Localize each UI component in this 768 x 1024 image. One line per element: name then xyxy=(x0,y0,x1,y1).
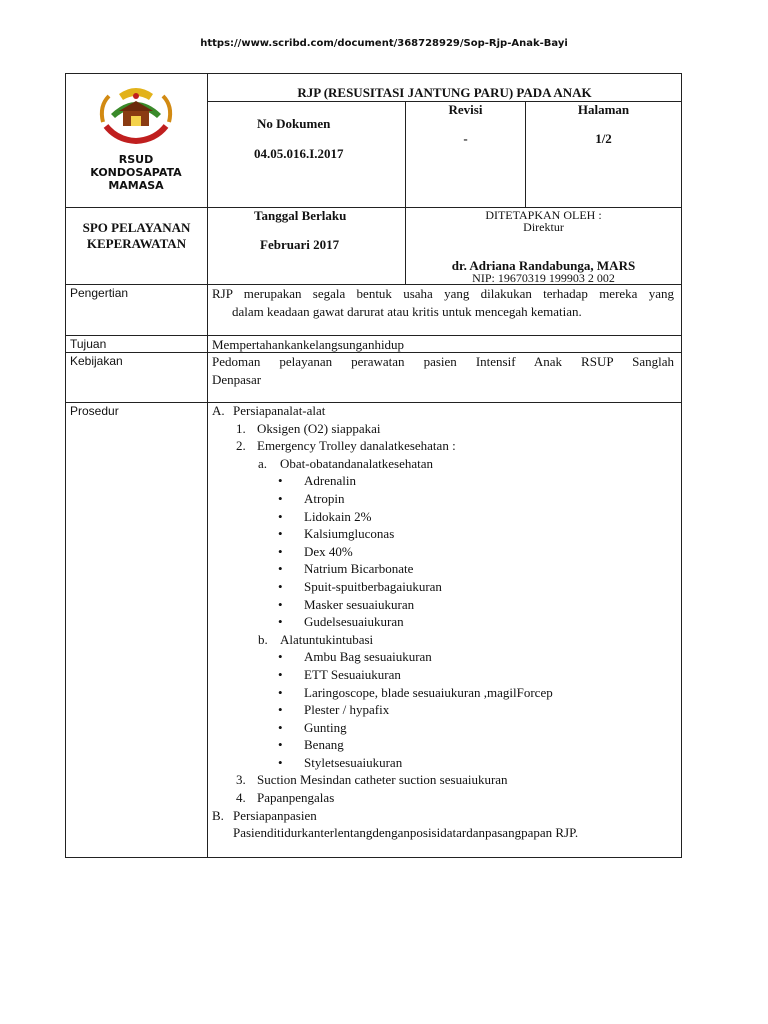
pengertian-line: dalam keadaan gawat darurat atau kritis untuk mencegah kematian. xyxy=(232,303,582,319)
list-item: • Masker sesuaiukuran xyxy=(304,596,677,614)
list-item: • Benang xyxy=(304,736,677,754)
section-b xyxy=(212,807,677,825)
item-a2a-text: Obat-obatandanalatkesehatan xyxy=(280,455,434,471)
item-a2-marker: 2. xyxy=(236,438,246,454)
signer-name: dr. Adriana Randabunga, MARS xyxy=(451,258,636,273)
item-a1 xyxy=(212,420,677,438)
list-item: • Gudelsesuaiukuran xyxy=(304,613,677,631)
kebijakan-label: Kebijakan xyxy=(70,354,123,368)
item-a2a xyxy=(212,455,677,473)
item-a1-text: Oksigen (O2) siappakai xyxy=(257,420,381,436)
hospital-logo xyxy=(95,84,177,146)
pengertian-label: Pengertian xyxy=(70,286,129,300)
item-a2-text: Emergency Trolley danalatkesehatan : xyxy=(257,438,456,454)
halaman-value: 1/2 xyxy=(595,131,612,146)
list-item: • ETT Sesuaiukuran xyxy=(304,666,677,684)
item-a4-marker: 4. xyxy=(236,790,246,806)
list-item: • Dex 40% xyxy=(304,543,677,561)
institution-line: RSUD xyxy=(118,153,154,166)
item-a2b-text: Alatuntukintubasi xyxy=(280,631,374,647)
list-item: • Natrium Bicarbonate xyxy=(304,560,677,578)
revisi-label: Revisi xyxy=(448,102,483,117)
kebijakan-line: Pedoman pelayanan perawatan pasien Intensif Anak RSUP Sanglah xyxy=(212,354,674,369)
item-a4-text: Papanpengalas xyxy=(257,790,335,806)
spo-label xyxy=(66,220,207,252)
pengertian-line: RJP merupakan segala bentuk usaha yang dilakukan terhadap mereka yang xyxy=(212,286,674,301)
section-a-marker: A. xyxy=(212,403,225,418)
item-a1-marker: 1. xyxy=(236,420,246,436)
list-item: • Lidokain 2% xyxy=(304,508,677,526)
item-a2a-marker: a. xyxy=(258,455,268,471)
kebijakan-line: Denpasar xyxy=(212,371,262,387)
tujuan-text: Mempertahankankelangsunganhidup xyxy=(212,337,405,352)
list-item: • Spuit-spuitberbagaiukuran xyxy=(304,578,677,596)
tanggal-value: Februari 2017 xyxy=(260,237,340,252)
intubasi-list xyxy=(212,648,677,771)
spo-label-line: SPO PELAYANAN xyxy=(82,220,191,235)
section-b-text-line: Pasienditidurkanterlentangdenganposisidatardanpasangpapan RJP. xyxy=(233,825,579,841)
item-a2b-marker: b. xyxy=(258,631,268,647)
list-item: • Gunting xyxy=(304,719,677,737)
section-b-marker: B. xyxy=(212,807,224,823)
item-a3-text: Suction Mesindan catheter suction sesuaiukuran xyxy=(257,772,508,788)
ditetapkan-label: DITETAPKAN OLEH : xyxy=(485,208,602,222)
list-item: • Adrenalin xyxy=(304,472,677,490)
no-dokumen-value: 04.05.016.I.2017 xyxy=(254,146,344,161)
document-title: RJP (RESUSITASI JANTUNG PARU) PADA ANAK xyxy=(297,85,592,100)
list-item: • Plester / hypafix xyxy=(304,701,677,719)
halaman-label: Halaman xyxy=(577,102,630,117)
institution-line: MAMASA xyxy=(108,179,164,192)
section-a-text: Persiapanalat-alat xyxy=(233,403,326,418)
list-item: • Styletsesuaiukuran xyxy=(304,754,677,772)
item-a4 xyxy=(212,789,677,807)
item-a2 xyxy=(212,437,677,455)
tujuan-label: Tujuan xyxy=(70,337,107,351)
ditetapkan-role: Direktur xyxy=(523,220,564,234)
section-a xyxy=(212,402,677,420)
item-a3 xyxy=(212,771,677,789)
tanggal-label: Tanggal Berlaku xyxy=(254,208,347,223)
institution-line: KONDOSAPATA xyxy=(90,166,182,179)
prosedur-content xyxy=(212,402,677,842)
obat-list xyxy=(212,472,677,630)
kebijakan-text xyxy=(212,353,674,388)
prosedur-label: Prosedur xyxy=(70,404,119,418)
list-item: • Ambu Bag sesuaiukuran xyxy=(304,648,677,666)
item-a3-marker: 3. xyxy=(236,772,246,788)
institution-name xyxy=(65,153,207,192)
spo-label-line: KEPERAWATAN xyxy=(86,236,187,251)
signer-nip: NIP: 19670319 199903 2 002 xyxy=(472,271,615,285)
source-url[interactable]: https://www.scribd.com/document/368728929/Sop-Rjp-Anak-Bayi xyxy=(200,38,568,49)
section-b-text: Persiapanpasien xyxy=(233,807,317,823)
list-item: • Laringoscope, blade sesuaiukuran ,magilForcep xyxy=(304,684,677,702)
no-dokumen-label: No Dokumen xyxy=(257,116,331,131)
item-a2b xyxy=(212,631,677,649)
pengertian-text xyxy=(212,285,674,320)
list-item: • Kalsiumgluconas xyxy=(304,525,677,543)
revisi-value: - xyxy=(463,131,468,146)
list-item: • Atropin xyxy=(304,490,677,508)
